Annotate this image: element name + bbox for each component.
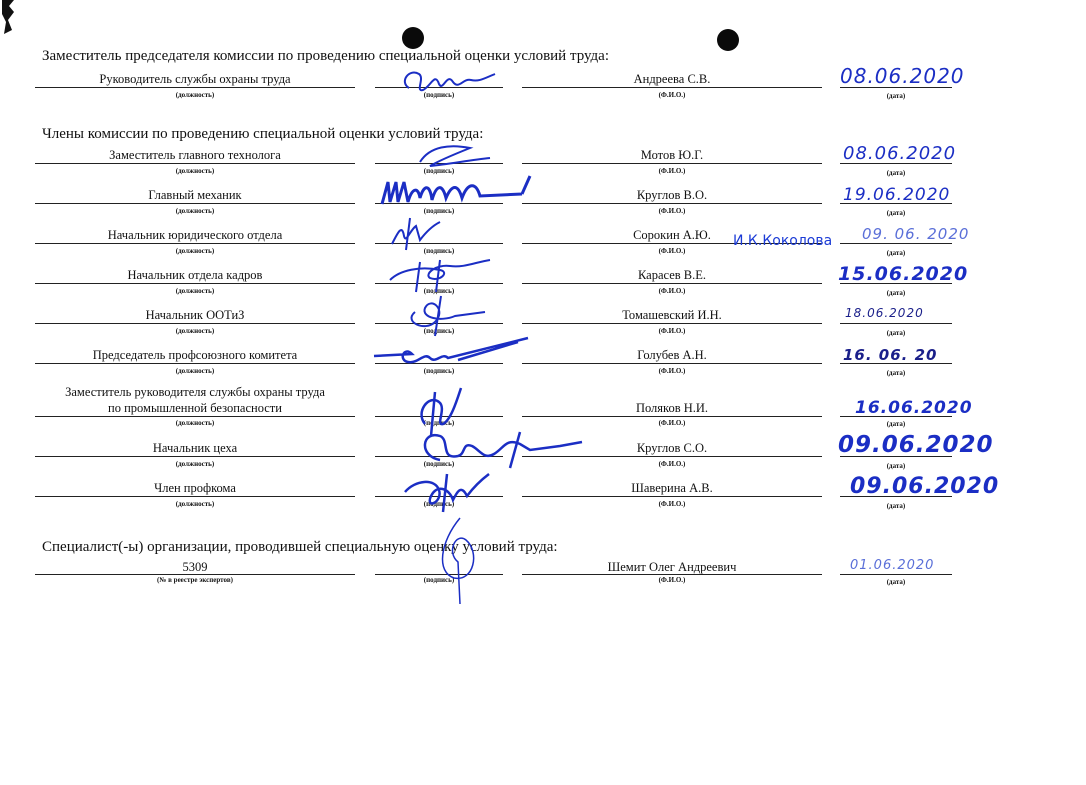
specialist-heading: Специалист(-ы) организации, проводившей специальную оценку условий труда: [42,539,558,555]
date-line [840,363,952,364]
specialist-date: 01.06.2020 [850,558,935,573]
member-name: Мотов Ю.Г. [640,148,704,162]
name-line [522,283,822,284]
member-row [0,306,1086,349]
date-caption: (дата) [886,92,906,100]
member-date: 19.06.2020 [843,185,951,205]
name-caption: (Ф.И.О.) [658,419,686,427]
position-line [35,456,355,457]
deputy-position: Руководитель службы охраны труда [99,72,291,86]
position-line [35,87,355,88]
name-caption: (Ф.И.О.) [658,247,686,255]
name-caption: (Ф.И.О.) [658,576,686,584]
name-line [522,416,822,417]
member-position: Член профкома [154,481,236,495]
signature-member-9 [395,470,495,516]
signature-specialist [420,512,500,607]
signature-caption: (подпись) [423,576,455,584]
deputy-date: 08.06.2020 [840,64,965,88]
name-line [522,496,822,497]
signature-member-4 [380,256,500,296]
member-row [0,263,1086,309]
position-line [35,243,355,244]
member-date: 18.06.2020 [845,306,924,320]
signature-caption: (подпись) [423,167,455,175]
punch-hole-right [717,29,739,51]
specialist-name: Шемит Олег Андреевич [607,560,737,574]
member-name: Круглов С.О. [636,441,708,455]
date-caption: (дата) [886,369,906,377]
member-position: Начальник ООТиЗ [145,308,245,322]
member-date: 09.06.2020 [850,474,1000,499]
registry-line [35,574,355,575]
member-date: 08.06.2020 [843,143,957,164]
position-line [35,283,355,284]
member-name: Томашевский И.Н. [622,308,722,322]
date-caption: (дата) [886,169,906,177]
deputy-name: Андреева С.В. [633,72,711,86]
position-caption: (должность) [175,167,215,175]
name-caption: (Ф.И.О.) [658,167,686,175]
member-name: Поляков Н.И. [635,401,709,415]
position-caption: (должность) [175,460,215,468]
members-heading: Члены комиссии по проведению специальной оценки условий труда: [42,126,484,142]
date-line [840,163,952,164]
date-line [840,243,952,244]
name-line [522,163,822,164]
member-position: по промышленной безопасности [108,401,282,415]
date-line [840,496,952,497]
signature-caption: (подпись) [423,500,455,508]
member-position: Заместитель главного технолога [109,148,281,162]
position-line [35,416,355,417]
signature-member-2 [372,168,542,220]
member-position: Главный механик [148,188,242,202]
position-caption: (должность) [175,91,215,99]
member-date: 16.06.2020 [855,398,973,418]
name-caption: (Ф.И.О.) [658,460,686,468]
member-position: Начальник юридического отдела [107,228,283,242]
date-caption: (дата) [886,329,906,337]
handwritten-note: И.К.Коколова [733,233,833,249]
date-line [840,416,952,417]
position-line [35,203,355,204]
member-date: 15.06.2020 [838,263,969,285]
name-line [522,363,822,364]
member-name: Голубев А.Н. [637,348,707,362]
member-name: Круглов В.О. [636,188,708,202]
name-line [522,203,822,204]
name-line [522,574,822,575]
date-caption: (дата) [886,502,906,510]
specialist-row [0,560,1086,600]
position-line [35,323,355,324]
date-line [840,203,952,204]
signature-caption: (подпись) [423,247,455,255]
signature-caption: (подпись) [423,91,455,99]
date-caption: (дата) [886,462,906,470]
member-date: 09. 06. 2020 [862,225,970,243]
signature-caption: (подпись) [423,367,455,375]
position-caption: (должность) [175,327,215,335]
member-name: Сорокин А.Ю. [633,228,711,242]
member-name: Шаверина А.В. [631,481,713,495]
position-caption: (должность) [175,500,215,508]
position-caption: (должность) [175,287,215,295]
signature-member-3 [380,214,460,254]
position-line [35,496,355,497]
member-name: Карасев В.Е. [637,268,707,282]
registry-caption: (№ в реестре экспертов) [157,576,233,584]
position-caption: (должность) [175,419,215,427]
date-line [840,323,952,324]
name-caption: (Ф.И.О.) [658,207,686,215]
position-caption: (должность) [175,247,215,255]
member-position: Председатель профсоюзного комитета [92,348,298,362]
position-line [35,163,355,164]
signature-caption: (подпись) [423,419,455,427]
signature-member-6 [368,330,538,380]
signature-member-8 [410,420,585,476]
position-line [35,363,355,364]
date-caption: (дата) [886,289,906,297]
date-caption: (дата) [886,578,906,586]
member-position: Начальник отдела кадров [127,268,263,282]
registry-number: 5309 [182,560,208,574]
member-date: 16. 06. 20 [843,346,938,364]
name-line [522,323,822,324]
deputy-row [0,64,1086,110]
member-row [0,346,1086,389]
member-row [0,474,1086,522]
date-caption: (дата) [886,249,906,257]
date-line [840,574,952,575]
position-caption: (должность) [175,367,215,375]
name-caption: (Ф.И.О.) [658,367,686,375]
signature-caption: (подпись) [423,287,455,295]
punch-hole-left [402,27,424,49]
member-position: Начальник цеха [152,441,238,455]
name-caption: (Ф.И.О.) [658,500,686,508]
date-caption: (дата) [886,209,906,217]
name-caption: (Ф.И.О.) [658,287,686,295]
date-caption: (дата) [886,420,906,428]
signature-caption: (подпись) [423,460,455,468]
date-line [840,456,952,457]
date-line [840,87,952,88]
name-line [522,87,822,88]
date-line [840,283,952,284]
signature-caption: (подпись) [423,207,455,215]
signature-caption: (подпись) [423,327,455,335]
corner-mark [0,0,40,40]
member-position-line1: Заместитель руководителя службы охраны труда [65,385,325,399]
member-row [0,143,1086,189]
position-caption: (должность) [175,207,215,215]
signature-deputy [395,60,505,100]
name-caption: (Ф.И.О.) [658,327,686,335]
name-caption: (Ф.И.О.) [658,91,686,99]
deputy-heading: Заместитель председателя комиссии по проведению специальной оценки условий труда: [42,48,610,64]
member-date: 09.06.2020 [838,432,994,458]
member-row [0,185,1086,229]
